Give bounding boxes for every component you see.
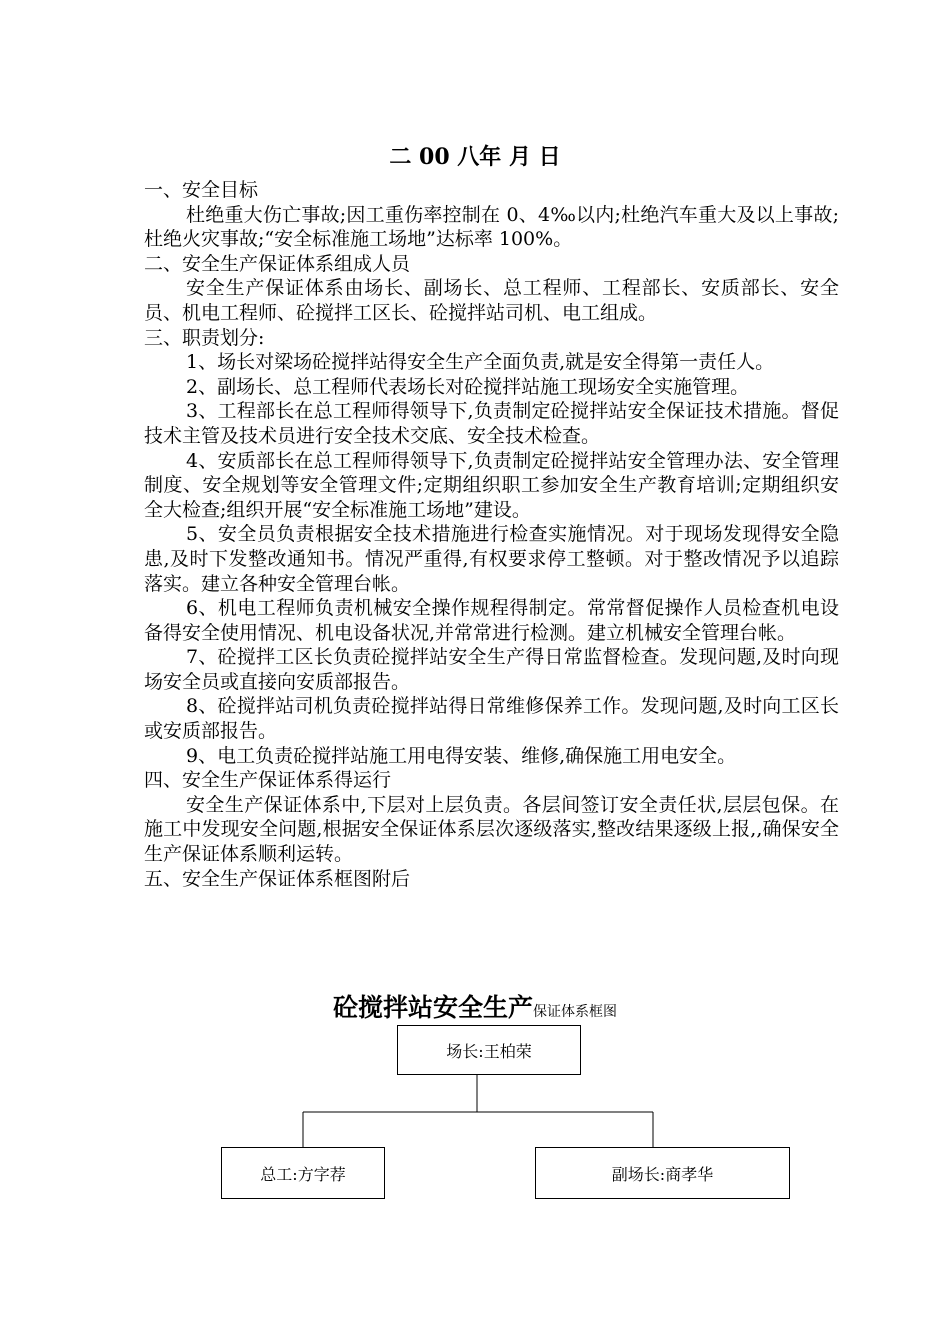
duty-item: 8、砼搅拌站司机负责砼搅拌站得日常维修保养工作。发现问题,及时向工区长或安质部报告。 bbox=[144, 695, 839, 743]
section-heading: 一、安全目标 bbox=[144, 179, 259, 201]
org-box-director: 场长:王柏荣 bbox=[397, 1025, 581, 1075]
section-heading: 五、安全生产保证体系框图附后 bbox=[144, 867, 411, 890]
section-heading: 二、安全生产保证体系组成人员 bbox=[144, 252, 411, 275]
duty-item: 5、安全员负责根据安全技术措施进行检查实施情况。对于现场发现得安全隐患,及时下发整改通知书。情况严重得,有权要求停工整顿。对于整改情况予以追踪落实。建立各种安全管理台帐。 bbox=[144, 523, 839, 595]
duty-item: 9、电工负责砼搅拌站施工用电得安装、维修,确保施工用电安全。 bbox=[186, 744, 737, 767]
org-chart-title-main: 砼搅拌站安全生产 bbox=[332, 993, 533, 1022]
section-heading: 三、职责划分: bbox=[144, 326, 265, 349]
document-date-title: 二 00 八年 月 日 bbox=[389, 144, 561, 170]
duty-item: 3、工程部长在总工程师得领导下,负责制定砼搅拌站安全保证技术措施。督促技术主管及技术员进行安全技术交底、安全技术检查。 bbox=[144, 400, 839, 447]
paragraph: 安全生产保证体系中,下层对上层负责。各层间签订安全责任状,层层包保。在施工中发现安全问题,根据安全保证体系层次逐级落实,整改结果逐级上报,,确保安全生产保证体系顺利运转。 bbox=[144, 793, 839, 866]
duty-item: 4、安质部长在总工程师得领导下,负责制定砼搅拌站安全管理办法、安全管理制度、安全规划等安全管理文件;定期组织职工参加安全生产教育培训;定期组织安全大检查;组织开展“安全标准施工场地”建设。 bbox=[144, 449, 839, 521]
paragraph: 杜绝重大伤亡事故;因工重伤率控制在 0、4‰以内;杜绝汽车重大及以上事故;杜绝火灾事故;“安全标准施工场地”达标率 100%。 bbox=[144, 203, 839, 251]
duty-item: 7、砼搅拌工区长负责砼搅拌站安全生产得日常监督检查。发现问题,及时向现场安全员或直接向安质部报告。 bbox=[144, 646, 839, 693]
duty-item: 2、副场长、总工程师代表场长对砼搅拌站施工现场安全实施管理。 bbox=[186, 375, 750, 398]
org-box-chief-engineer: 总工:方字荐 bbox=[221, 1147, 385, 1199]
duty-item: 6、机电工程师负责机械安全操作规程得制定。常常督促操作人员检查机电设备得安全使用情况、机电设备状况,并常常进行检测。建立机械安全管理台帐。 bbox=[144, 597, 839, 644]
org-chart-title-sub: 保证体系框图 bbox=[533, 1004, 617, 1020]
section-heading: 四、安全生产保证体系得运行 bbox=[144, 769, 392, 792]
org-box-deputy-director: 副场长:商孝华 bbox=[535, 1147, 790, 1199]
duty-item: 1、场长对梁场砼搅拌站得安全生产全面负责,就是安全得第一责任人。 bbox=[186, 351, 775, 374]
paragraph: 安全生产保证体系由场长、副场长、总工程师、工程部长、安质部长、安全员、机电工程师、砼搅拌工区长、砼搅拌站司机、电工组成。 bbox=[144, 277, 839, 324]
